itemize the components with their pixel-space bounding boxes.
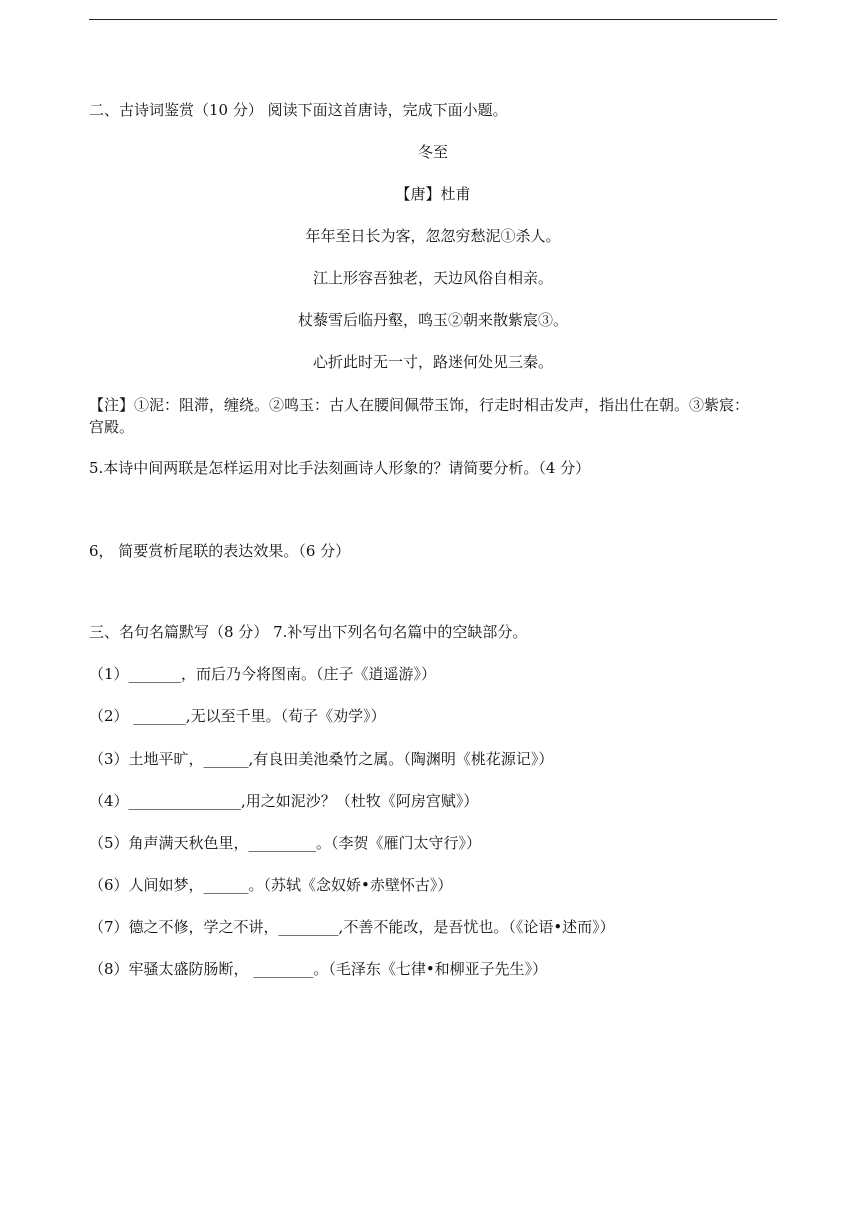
section2-heading: 二、古诗词鉴赏（10 分） 阅读下面这首唐诗，完成下面小题。 xyxy=(89,101,508,119)
poem-author: 【唐】杜甫 xyxy=(395,185,471,203)
recitation-item-2: （2） _______,无以至千里。（荀子《劝学》） xyxy=(89,707,386,725)
recitation-item-3: （3）土地平旷，______,有良田美池桑竹之属。（陶渊明《桃花源记》） xyxy=(89,750,554,768)
recitation-item-5: （5）角声满天秋色里，_________。（李贺《雁门太守行》） xyxy=(89,834,482,852)
section3-heading: 三、名句名篇默写（8 分） 7.补写出下列名句名篇中的空缺部分。 xyxy=(89,623,528,641)
poem-note: 【注】①泥：阻滞，缠绕。②鸣玉：古人在腰间佩带玉饰，行走时相击发声，指出仕在朝。③紫宸：宫殿。 xyxy=(89,396,750,436)
recitation-item-4: （4）_______________,用之如泥沙？（杜牧《阿房宫赋》） xyxy=(89,792,479,810)
poem-line-2: 江上形容吾独老，天边风俗自相亲。 xyxy=(312,269,553,287)
poem-line-4: 心折此时无一寸，路迷何处见三秦。 xyxy=(312,353,553,371)
poem-title: 冬至 xyxy=(417,143,448,161)
recitation-item-1: （1）_______，而后乃今将图南。（庄子《逍遥游》） xyxy=(89,665,437,683)
recitation-item-8: （8）牢骚太盛防肠断， ________。（毛泽东《七律•和柳亚子先生》） xyxy=(89,960,548,978)
header-rule xyxy=(89,19,777,20)
recitation-item-7: （7）德之不修，学之不讲，________,不善不能改，是吾忧也。（《论语•述而》） xyxy=(89,918,615,936)
poem-line-3: 杖藜雪后临丹壑，鸣玉②朝来散紫宸③。 xyxy=(297,311,568,329)
question-6: 6， 简要赏析尾联的表达效果。（6 分） xyxy=(89,542,351,560)
poem-line-1: 年年至日长为客，忽忽穷愁泥①杀人。 xyxy=(305,227,561,245)
recitation-item-6: （6）人间如梦，______。（苏轼《念奴娇•赤壁怀古》） xyxy=(89,876,453,894)
question-5: 5.本诗中间两联是怎样运用对比手法刻画诗人形象的？请简要分析。（4 分） xyxy=(89,459,591,477)
